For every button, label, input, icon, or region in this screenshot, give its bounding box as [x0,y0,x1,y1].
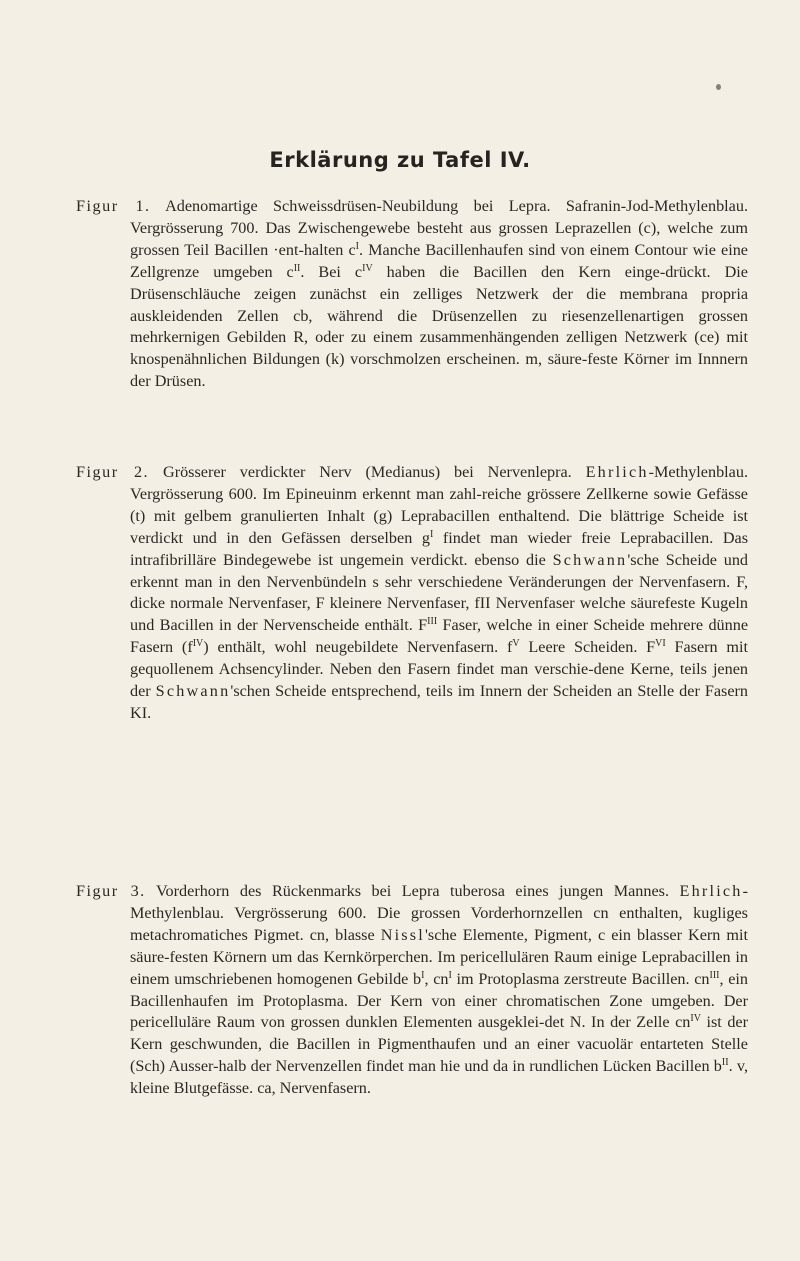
superscript: IV [690,1013,701,1025]
text-run: Leere Scheiden. F [519,638,656,657]
text-run: Grösserer verdickter Nerv (Medianus) bei Nervenlepra. [163,463,586,481]
superscript: V [512,638,520,650]
text-run: ) enthält, wohl neugebildete Nervenfasern. f [203,638,513,657]
text-run: findet man wieder freie Leprabacillen. Das intrafibrilläre Bindegewebe ist ungemein verdickt. ebenso die [130,528,748,569]
spaced-name: Ehrlich [585,463,649,481]
ink-speck [716,84,721,90]
figure-paragraph [76,881,748,1100]
figure-description [130,197,748,390]
figure-label: Figur 3. [76,882,146,900]
figure-description [130,463,748,722]
figure-label: Figur 2. [76,463,150,481]
superscript: IV [362,262,373,274]
figure-paragraph [76,196,748,393]
text-run: im Protoplasma zerstreute Bacillen. cn [451,969,710,988]
text-run: -Methylenblau. Vergrösserung 600. Die grossen Vorderhornzellen cn enthalten, kugliges metachromatiches Pigmet. cn, blasse [130,882,748,944]
text-run: 'sche Elemente, Pigment, c ein blasser Kern mit säure-festen Körnern um das Kernkörperchen. Im pericellulären Raum einige Leprabacillen in einem umschriebenen homogenen Gebilde b [130,925,748,988]
spaced-name: Schwann [155,682,231,701]
superscript: III [427,616,438,628]
superscript: I [421,969,425,981]
spaced-name: Schwann [552,550,628,569]
text-run: , cn [424,969,449,988]
superscript: III [709,969,720,981]
text-run: -Methylenblau. Vergrösserung 600. Im Epineuinm erkennt man zahl-reiche grössere Zellkerne sowie Gefässe (t) mit gelbem granulierten Inhalt (g) Leprabacillen enthaltend. Die blättrige Scheide ist verdickt und in den Gefässen derselben g [130,463,748,547]
text-run: 'schen Scheide entsprechend, teils im Innern der Scheiden an Stelle der Fasern KI. [130,682,748,722]
superscript: I [448,969,452,981]
superscript: IV [192,638,204,650]
text-run: Faser, welche in einer Scheide mehrere dünne Fasern (f [130,616,749,657]
superscript: II [293,262,301,274]
superscript: I [429,528,434,540]
superscript: II [721,1057,729,1069]
text-run: 'sche Scheide und erkennt man in den Nervenbündeln s sehr verschiedene Veränderungen der Nervenfasern. F, dicke normale Nervenfaser, F kleinere Nervenfaser, fII Nervenfaser welche säurefeste Kugeln und Bacillen in der Nervenscheide enthält. F [130,550,749,635]
figure-2-explanation [76,462,748,725]
text-run: Vorderhorn des Rückenmarks bei Lepra tuberosa eines jungen Mannes. [155,882,680,900]
text-run: . Manche Bacillenhaufen sind von einem Contour wie eine Zellgrenze umgeben c [130,240,748,281]
page-title: Erklärung zu Tafel IV. [269,148,531,172]
figure-description [130,882,748,1097]
text-run: . v, kleine Blutgefässe. ca, Nervenfasern. [130,1057,748,1098]
figure-3-explanation [76,881,748,1100]
superscript: VI [655,638,666,650]
superscript: I [355,240,359,252]
figure-1-explanation [76,196,748,393]
text-run: Adenomartige Schweissdrüsen-Neubildung bei Lepra. Safranin-Jod-Methylenblau. Vergrösserung 700. Das Zwischengewebe besteht aus grossen Leprazellen (c), welche zum grossen Teil Bacillen ·ent-halten c [130,197,748,259]
text-run: haben die Bacillen den Kern einge-drückt. Die Drüsenschläuche zeigen zunächst ein zelliges Netzwerk der die membrana propria auskleidenden Zellen cb, während die Drüsenzellen zu riesenzellenartigen grossen mehrkernigen Gebilden R, oder zu einem zusammenhängenden zelligen Netzwerk (ce) mit knospenähnlichen Bildungen (k) vorschmolzen erscheinen. m, säure-feste Körner im Innnern der Drüsen. [130,262,748,391]
text-run: , ein Bacillenhaufen im Protoplasma. Der Kern von einer chromatischen Zone umgeben. Der pericelluläre Raum von grossen dunklen Elementen ausgeklei-det N. In der Zelle cn [130,969,748,1032]
figure-label: Figur 1. [76,197,151,215]
text-run: Fasern mit gequollenem Achsencylinder. Neben den Fasern findet man verschie-dene Kerne, teils jenen der [130,638,749,701]
spaced-name: Ehrlich [679,882,743,900]
text-run: ist der Kern geschwunden, die Bacillen in Pigmenthaufen und an einer vacuolär entarteten Stelle (Sch) Ausser-halb der Nervenzellen findet man hie und da in rundlichen Lücken Bacillen b [130,1013,748,1076]
spaced-name: Nissl [380,925,426,944]
figure-paragraph [76,462,748,725]
text-run: . Bei c [300,262,363,281]
